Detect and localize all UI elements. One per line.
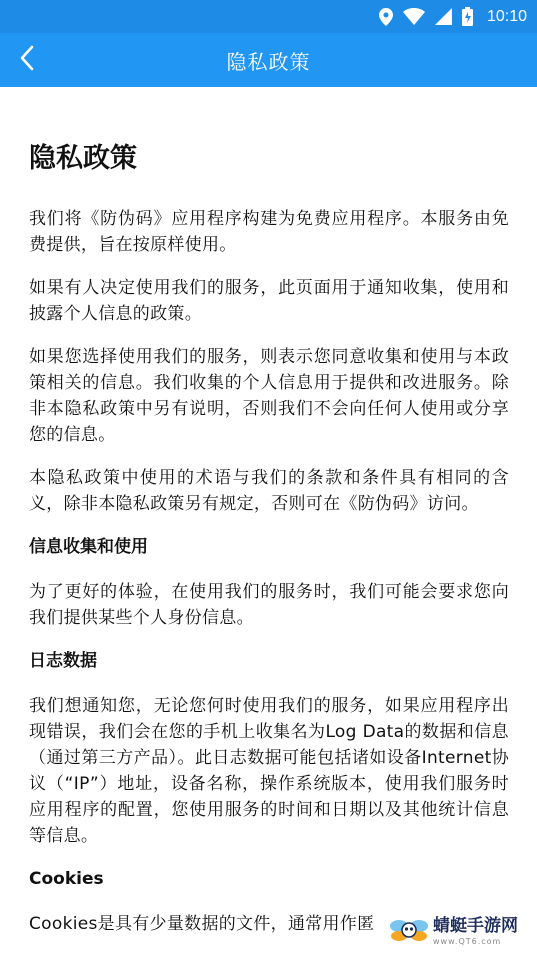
app-title: 隐私政策 [226, 49, 311, 74]
section-heading-log-data: 日志数据 [29, 651, 97, 671]
wifi-icon [403, 8, 425, 25]
section-body-log-data: 我们想通知您，无论您何时使用我们的服务，如果应用程序出现错误，我们会在您的手机上收集名为Log Data的数据和信息（通过第三方产品）。此日志数据可能包括诸如设备Internet协议（“IP”）地址，设备名称，操作系统版本，使用我们服务时应用程序的配置，您使用服务的时间和日期以及其他统计信息等信息。 [29, 696, 509, 846]
signal-icon [435, 8, 452, 25]
status-bar [0, 0, 537, 33]
location-icon [379, 8, 393, 26]
back-button[interactable] [10, 43, 44, 77]
policy-content[interactable] [29, 87, 509, 954]
section-heading-cookies: Cookies [29, 869, 104, 889]
intro-paragraph: 本隐私政策中使用的术语与我们的条款和条件具有相同的含义，除非本隐私政策另有规定，否则可在《防伪码》访问。 [29, 468, 509, 514]
intro-paragraph: 如果您选择使用我们的服务，则表示您同意收集和使用与本政策相关的信息。我们收集的个人信息用于提供和改进服务。除非本隐私政策中另有说明，否则我们不会向任何人使用或分享您的信息。 [29, 347, 509, 445]
watermark [389, 910, 529, 954]
battery-icon [462, 7, 473, 26]
status-time: 10:10 [486, 7, 527, 25]
app-bar [0, 33, 537, 87]
watermark-url: www.QT6.com [433, 937, 502, 946]
section-heading-info-collection: 信息收集和使用 [29, 537, 148, 557]
intro-paragraph: 如果有人决定使用我们的服务，此页面用于通知收集，使用和披露个人信息的政策。 [29, 278, 509, 324]
page-heading: 隐私政策 [29, 143, 137, 174]
dragonfly-logo-icon [389, 912, 429, 952]
intro-paragraph: 我们将《防伪码》应用程序构建为免费应用程序。本服务由免费提供，旨在按原样使用。 [29, 209, 509, 255]
watermark-name: 蜻蜓手游网 [433, 916, 518, 936]
chevron-left-icon [20, 45, 34, 75]
section-body-cookies: Cookies是具有少量数据的文件，通常用作匿 [29, 914, 375, 934]
section-body-info-collection: 为了更好的体验，在使用我们的服务时，我们可能会要求您向我们提供某些个人身份信息。 [29, 582, 509, 628]
